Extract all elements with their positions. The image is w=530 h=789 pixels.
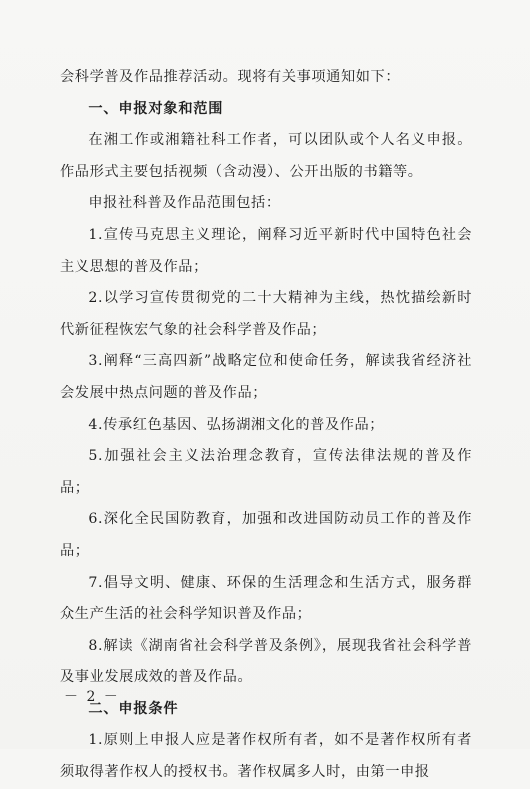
list-item-4: 4.传承红色基因、弘扬湖湘文化的普及作品； — [88, 416, 385, 433]
paragraph-intro-continuation: 会科学普及作品推荐活动。现将有关事项通知如下： — [60, 69, 401, 85]
list-item-6: 6.深化全民国防教育，加强和改进国防动员工作的普及作品； — [60, 511, 472, 559]
paragraph-condition-1: 1.原则上申报人应是著作权所有者，如不是著作权所有者须取得著作权人的授权书。著作权属多人时，由第一申报 — [60, 732, 472, 781]
list-item-3: 3.阐释“三高四新”战略定位和使命任务，解读我省经济社会发展中热点问题的普及作品； — [60, 353, 472, 401]
list-item-7: 7.倡导文明、健康、环保的生活理念和生活方式，服务群众生产生活的社会科学知识普及作品； — [60, 574, 472, 623]
list-item-5: 5.加强社会主义法治理念教育，宣传法律法规的普及作品； — [60, 448, 472, 496]
section-heading-2: 二、申报条件 — [88, 700, 179, 717]
section-heading-1: 一、申报对象和范围 — [88, 100, 224, 117]
paragraph-scope-intro: 申报社科普及作品范围包括： — [88, 195, 281, 212]
document-body — [60, 62, 472, 789]
page-number: － 2 － — [64, 689, 120, 705]
list-item-8: 8.解读《湖南省社会科学普及条例》，展现我省社会科学普及事业发展成效的普及作品。 — [60, 637, 472, 686]
paragraph-eligibility: 在湘工作或湘籍社科工作者，可以团队或个人名义申报。作品形式主要包括视频（含动漫）、公开出版的书籍等。 — [60, 132, 472, 180]
list-item-1: 1.宣传马克思主义理论，阐释习近平新时代中国特色社会主义思想的普及作品； — [60, 226, 472, 275]
list-item-2: 2.以学习宣传贯彻党的二十大精神为主线，热忱描绘新时代新征程恢宏气象的社会科学普及作品； — [60, 290, 472, 338]
